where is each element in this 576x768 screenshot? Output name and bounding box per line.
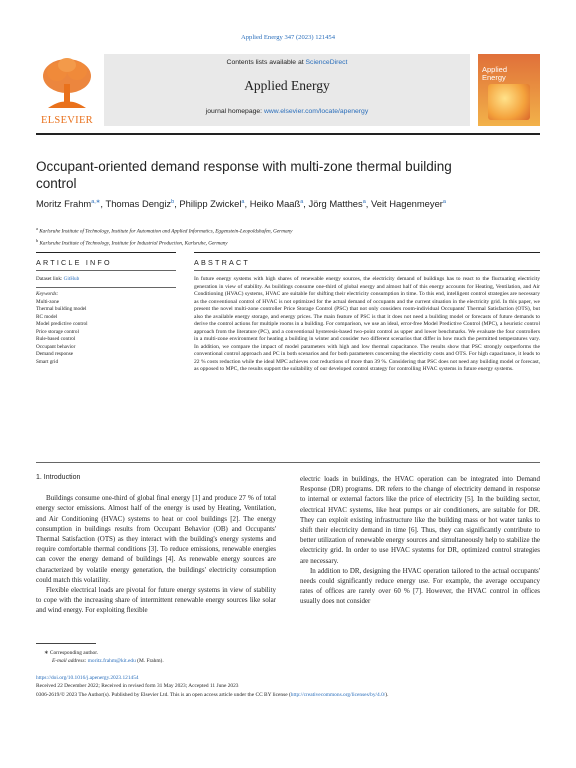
keyword: Model predictive control <box>36 321 88 328</box>
body-left-column <box>36 473 276 616</box>
elsevier-wordmark: ELSEVIER <box>41 115 93 126</box>
journal-title: Applied Energy <box>244 78 330 93</box>
article-info-heading: ARTICLE INFO <box>36 258 112 267</box>
contents-prefix: Contents lists available at <box>226 59 306 66</box>
affiliation-text: Karlsruhe Institute of Technology, Institute for Industrial Production, Karlsruhe, Germany <box>39 240 228 247</box>
doi-link[interactable]: https://doi.org/10.1016/j.apenergy.2023.121454 <box>36 675 139 681</box>
author-name[interactable]: Veit Hagenmeyer <box>371 198 443 210</box>
email-link[interactable]: moritz.frahm@kit.edu <box>87 658 136 664</box>
sciencedirect-link[interactable]: ScienceDirect <box>305 59 348 66</box>
abstract-heading: ABSTRACT <box>194 258 250 267</box>
cover-art <box>488 84 530 120</box>
homepage-line <box>104 108 470 115</box>
footnote <box>44 649 164 665</box>
dataset-rule <box>36 287 176 288</box>
homepage-link[interactable]: www.elsevier.com/locate/apenergy <box>263 108 369 115</box>
license-link[interactable]: http://creativecommons.org/licenses/by/4.0/ <box>290 691 386 698</box>
dataset-link[interactable]: GitHub <box>63 276 80 282</box>
author-name[interactable]: Thomas Dengiz <box>105 198 172 210</box>
paragraph: In addition to DR, designing the HVAC operation tailored to the actual occupants' needs could significantly reduce energy use. For example, the average occupancy rates of offices are rarely over 60 % [7]. However, the HVAC control in offices usually does not consider <box>300 566 540 606</box>
corresponding-author: ∗ Corresponding author. <box>44 650 99 656</box>
cover-title-line-1: Applied <box>482 65 508 74</box>
dataset-line <box>36 276 176 284</box>
abstract-text: In future energy systems with high shares of renewable energy sources, the electricity demand of buildings has to react to the fluctuating electricity generation in view of stability. As buildings consume one-third of global energy and almost half of this energy accounts for Heating, Ventilation, and Air Conditioning (HVAC) systems, HVAC are suitable for shifting their electricity consumption in time. To this end, intelligent control strategies are necessary as the conventional control of HVAC is not optimized for the actual demand of occupants and the current situation in the electricity grid. In this paper, we present the novel multi-zone controller Price Storage Control (PSC) that not only considers room-individual Occupants' Thermal Satisfaction (OTS), but also the available energy storage, and energy prices. The main feature of PSC is that it does not need a building model or forecasts of future demands to derive the control actions for multiple rooms in a building. For comparison, we use an ideal, error-free Model Predictive Control (MPC), a heuristic control approach from the literature (PC), and a conventional hysteresis-based two-point control as upper and lower benchmarks. We evaluate the four controllers in a multi-zone environment for heating a building in winter and consider two different scenarios that differ in how much the permitted temperatures vary. In addition, we compare the impact of model parameters with high and low thermal capacitance. The results show that PSC strongly outperforms the conventional control approach and PC in both scenarios and for both parameters concerning the electricity costs and OTS. For high capacitance, it leads to 22 % costs reduction while the ideal MPC achieves cost reductions of more than 39 %. Considering that PSC does not need any building model or forecast, as opposed to MPC, the results support the suitability of our developed control strategy for controlling HVAC systems in future energy systems. <box>194 276 540 372</box>
email-line <box>44 657 164 665</box>
keyword: Demand response <box>36 351 74 358</box>
license-line <box>36 691 540 699</box>
article-info <box>36 276 176 366</box>
journal-reference[interactable]: Applied Energy 347 (2023) 121454 <box>240 34 335 41</box>
author-name[interactable]: Jörg Matthes <box>308 198 363 210</box>
keyword-list <box>36 299 176 367</box>
abstract-rule <box>194 252 540 253</box>
paragraph: electric loads in buildings, the HVAC operation can be integrated into Demand Response (DR) programs. DR refers to the change of electricity demand in response to internal or external factors like the price of electricity [5]. In the building sector, electrical HVAC systems, like heat pumps or air conditioners, are suitable for DR. They can exploit existing infrastructure like the building mass or hot water tanks to shift their electricity demand in time [6]. Thus, they can significantly contribute to better utilization of renewable energy sources and simultaneously help to stabilize the electricity grid. In order to use HVAC systems for DR, optimized control strategies are necessary. <box>300 475 540 565</box>
article-info-rule <box>36 252 176 253</box>
body-right-column <box>300 474 540 607</box>
author-affiliation-mark[interactable]: a,∗ <box>91 199 101 205</box>
keyword: Occupant behavior <box>36 343 76 350</box>
elsevier-logo <box>36 54 98 126</box>
affiliation-mark: b <box>36 237 39 243</box>
homepage-prefix: journal homepage: <box>205 108 264 115</box>
footnote-rule <box>36 643 96 644</box>
license-suffix: ). <box>385 691 389 698</box>
author-name[interactable]: Heiko Maaß <box>249 198 301 210</box>
author-affiliation-mark[interactable]: a <box>442 199 446 205</box>
keyword: Thermal building model <box>36 306 87 313</box>
keyword: Rule-based control <box>36 336 76 343</box>
keywords-heading: Keywords: <box>36 291 59 298</box>
keyword: Smart grid <box>36 358 59 365</box>
keyword: Multi-zone <box>36 298 60 305</box>
keyword: RC model <box>36 313 58 320</box>
affiliation-text: Karlsruhe Institute of Technology, Institute for Automation and Applied Informatics, Eggenstein-Leopoldshafen, Germany <box>39 228 293 235</box>
article-title: Occupant-oriented demand response with multi-zone thermal building control <box>36 159 452 191</box>
publication-info <box>36 674 540 699</box>
contents-line <box>104 59 470 66</box>
received-dates: Received 22 December 2022; Received in revised form 31 May 2023; Accepted 11 June 2023 <box>36 683 239 690</box>
author-affiliation-mark[interactable]: b <box>171 199 175 205</box>
section-heading-introduction: 1. Introduction <box>36 474 81 481</box>
paragraph: Buildings consume one-third of global final energy [1] and produce 27 % of total energy sector emissions. Almost half of the energy is used by Heating, Ventilation, and Air Conditioning (HVAC) systems to heat or cool buildings [2]. The energy consumption in buildings results from Occupant Behavior (OB) and Occupants' Thermal Satisfaction (OTS) as they interact with the building's energy systems and require comfortable thermal conditions [3]. To reduce emissions, renewable energies can cover the energy demand of buildings [4]. As renewable energy sources are characterized by volatile energy generation, the buildings' electricity consumption could match this volatility. <box>36 494 276 584</box>
journal-cover-image <box>478 54 540 126</box>
author-name[interactable]: Moritz Frahm <box>36 198 92 210</box>
cover-title-line-2: Energy <box>482 73 506 82</box>
email-suffix: (M. Frahm). <box>135 658 164 664</box>
author-list: Moritz Frahm$^{a,∗}$, Thomas Dengiz$^b$, Philipp Zwickel$^a$, Heiko Maaß$^a$, Jörg Matthes$^a$, Veit Hagenmeyer$^a$ <box>36 198 446 210</box>
license-prefix: 0306-2619/© 2023 The Author(s). Published by Elsevier Ltd. This is an open access article under the CC BY license ( <box>36 691 291 698</box>
affiliation <box>36 237 540 249</box>
cover-title <box>482 66 507 82</box>
author-affiliation-mark[interactable]: a <box>300 199 304 205</box>
dataset-label: Dataset link: <box>36 276 64 282</box>
affiliation <box>36 225 540 237</box>
header-rule <box>36 133 540 135</box>
journal-banner <box>104 54 470 126</box>
journal-header <box>36 54 540 126</box>
email-label: E-mail address: <box>52 658 88 664</box>
author-affiliation-mark[interactable]: a <box>362 199 366 205</box>
keyword: Price storage control <box>36 328 79 335</box>
abstract-subrule <box>194 270 540 271</box>
author-affiliation-mark[interactable]: a <box>241 199 245 205</box>
body-rule <box>36 462 540 463</box>
author-name[interactable]: Philipp Zwickel <box>179 198 242 210</box>
affiliation-mark: a <box>36 226 38 231</box>
paragraph: Flexible electrical loads are pivotal for future energy systems in view of stability to cope with the increasing share of intermittent renewable energy sources like solar and wind energy. For exploiting flexible <box>36 586 276 615</box>
elsevier-tree-icon <box>40 56 94 110</box>
article-info-subrule <box>36 270 176 271</box>
affiliations <box>36 225 540 248</box>
